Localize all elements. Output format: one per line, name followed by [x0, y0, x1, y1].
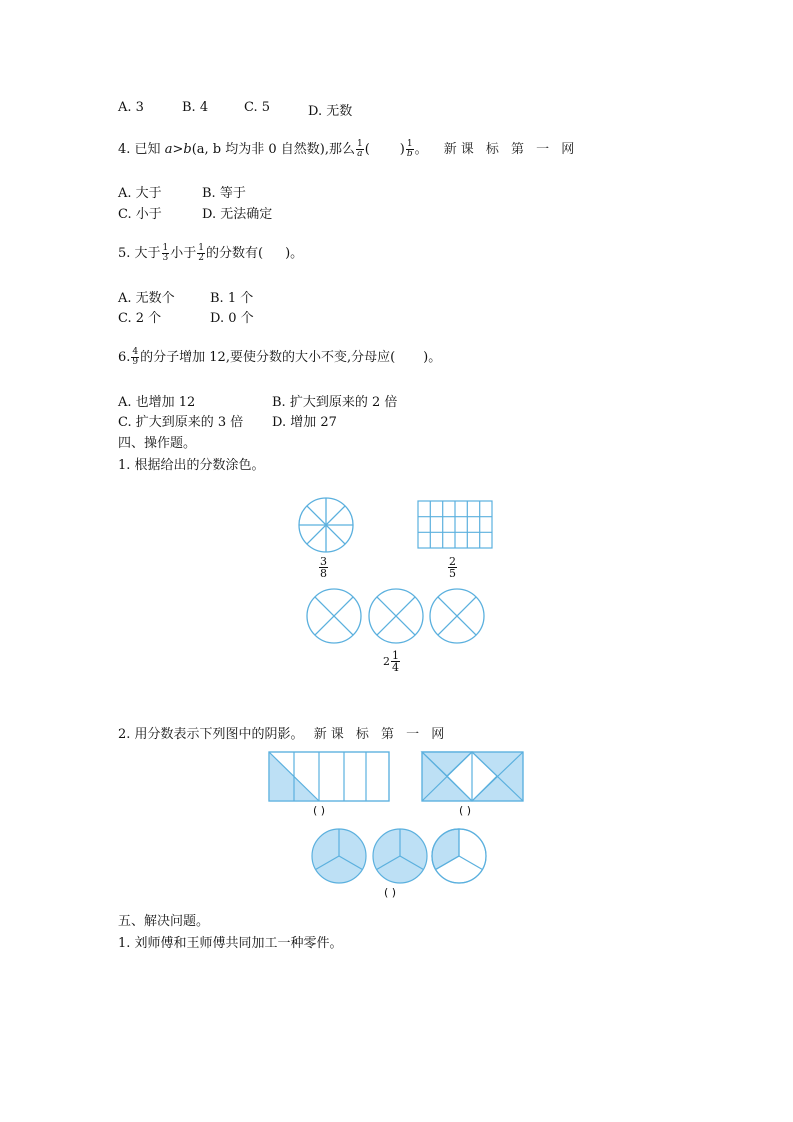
shaded-rect-diagonals — [422, 752, 523, 801]
q5-prefix: 5. 大于 — [118, 246, 161, 261]
q6-option-c: C. 扩大到原来的 3 倍 — [118, 415, 244, 430]
op2-answer-3[interactable]: ( ) — [384, 886, 397, 899]
op1-f1-num: 3 — [320, 555, 327, 568]
q4-frac1-num: 1 — [356, 139, 363, 149]
op1-f3-whole: 2 — [383, 655, 390, 668]
q4-close: ) — [399, 142, 405, 157]
q4-frac2-den: b — [406, 149, 413, 159]
q6-f-num: 4 — [132, 347, 139, 357]
q4-option-d: D. 无法确定 — [202, 207, 273, 222]
q5-option-a: A. 无数个 — [118, 291, 175, 306]
q4-option-b: B. 等于 — [202, 186, 246, 201]
op2-answer-2[interactable]: ( ) — [459, 804, 472, 817]
q5-suffix: 的分数有( — [206, 246, 264, 261]
op1-f1-den: 8 — [320, 567, 327, 580]
q6-option-d: D. 增加 27 — [272, 415, 337, 430]
q6-option-b: B. 扩大到原来的 2 倍 — [272, 395, 398, 410]
q6-prefix: 6. — [118, 350, 131, 365]
q4-var-a: a — [164, 142, 173, 157]
q5-f1-num: 1 — [162, 243, 169, 253]
op1-f3-num: 1 — [392, 649, 399, 662]
q4-frac2-num: 1 — [406, 139, 413, 149]
op1-f3-den: 4 — [392, 661, 399, 674]
q4-end: 。 — [414, 142, 428, 157]
op1-f2-den: 5 — [449, 567, 456, 580]
q5-f2-den: 2 — [198, 253, 205, 263]
op1-text: 1. 根据给出的分数涂色。 — [118, 458, 265, 473]
q4-frac1-den: a — [357, 149, 363, 159]
op1-f2-num: 2 — [449, 555, 456, 568]
question-4: 4. 已知 a>b(a, b 均为非 0 自然数),那么 $\frac{1}{a}$ ( ) $\frac{1}{b}$ 。 新课 标 第 一 网 — [118, 139, 579, 159]
q4-option-a: A. 大于 — [118, 186, 162, 201]
q3-option-b: B. 4 — [182, 100, 209, 115]
q4-prefix: 4. 已知 — [118, 142, 161, 157]
q5-option-d: D. 0 个 — [210, 311, 254, 326]
q6-option-a: A. 也增加 12 — [118, 395, 196, 410]
q4-gt: > — [172, 142, 184, 157]
q6-end: )。 — [423, 350, 442, 365]
q4-watermark: 新课 标 第 一 网 — [443, 142, 579, 157]
q3-option-c: C. 5 — [244, 100, 271, 115]
q3-option-d: D. 无数 — [308, 104, 353, 119]
q4-option-c: C. 小于 — [118, 207, 162, 222]
q5-end: )。 — [285, 246, 304, 261]
section-4-title: 四、操作题。 — [118, 436, 197, 451]
q4-condition: (a, b 均为非 0 自然数),那么 — [191, 142, 355, 157]
circle-thirds-1 — [312, 829, 366, 883]
op2-watermark: 新课 标 第 一 网 — [313, 727, 449, 742]
circle-thirds-3 — [432, 829, 486, 883]
op2-answer-1[interactable]: ( ) — [313, 804, 326, 817]
q5-f1-den: 3 — [162, 253, 169, 263]
circle-thirds-2 — [373, 829, 427, 883]
section-5-title: 五、解决问题。 — [118, 914, 210, 929]
op2-text: 2. 用分数表示下列图中的阴影。 — [118, 727, 304, 742]
problem-1-text: 1. 刘师傅和王师傅共同加工一种零件。 — [118, 936, 343, 951]
q5-option-c: C. 2 个 — [118, 311, 162, 326]
shaded-rect-columns — [269, 752, 389, 801]
q6-f-den: 9 — [132, 357, 139, 367]
q3-option-a: A. 3 — [118, 100, 144, 115]
q5-f2-num: 1 — [198, 243, 205, 253]
q4-var-b: b — [183, 142, 192, 157]
q6-text: 的分子增加 12,要使分数的大小不变,分母应( — [140, 350, 396, 365]
q5-option-b: B. 1 个 — [210, 291, 254, 306]
q5-mid: 小于 — [170, 246, 197, 261]
